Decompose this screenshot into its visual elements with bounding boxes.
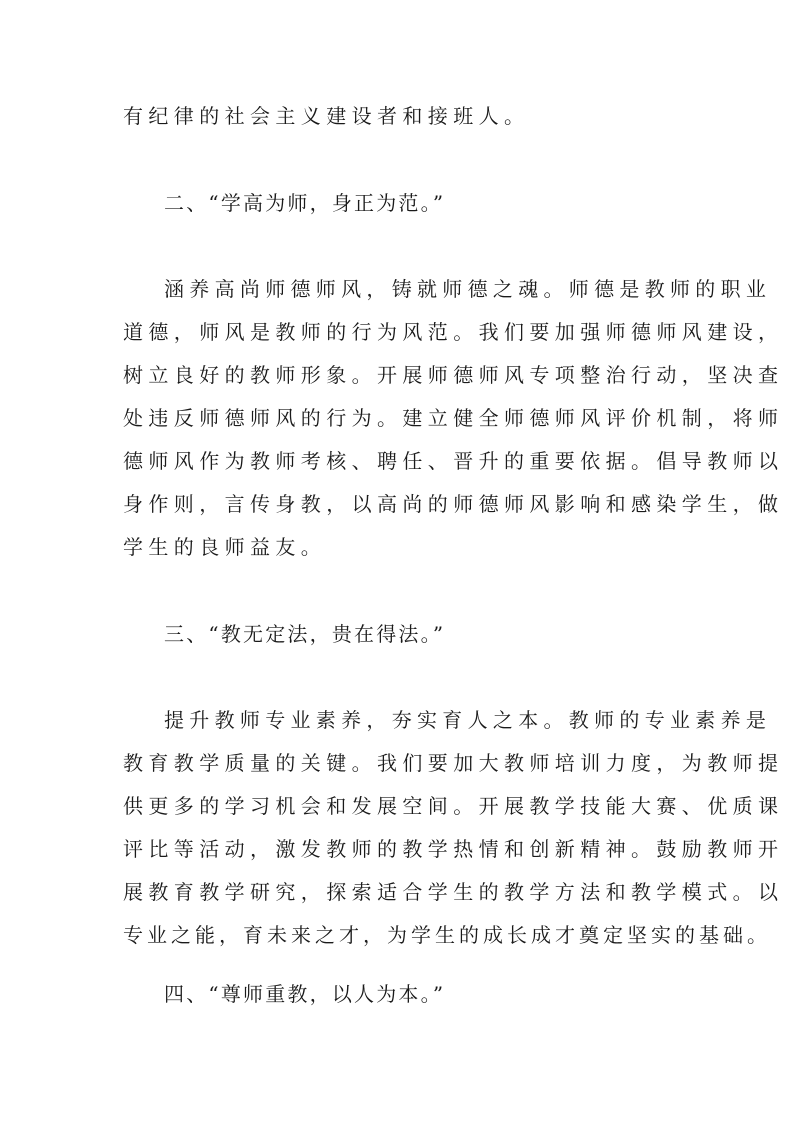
paragraph-line: 处违反师德师风的行为。建立健全师德师风评价机制，将师 <box>123 406 784 430</box>
paragraph-line: 教育教学质量的关键。我们要加大教师培训力度，为教师提 <box>123 751 784 775</box>
paragraph-line: 提升教师专业素养，夯实育人之本。教师的专业素养是 <box>164 708 772 732</box>
paragraph-line: 学生的良师益友。 <box>123 535 327 559</box>
paragraph-line: 评比等活动，激发教师的教学热情和创新精神。鼓励教师开 <box>123 837 784 861</box>
paragraph-line: 道德，师风是教师的行为风范。我们要加强师德师风建设， <box>123 320 784 344</box>
paragraph-line: 涵养高尚师德师风，铸就师德之魂。师德是教师的职业 <box>164 277 772 301</box>
section-heading-4: 四、“尊师重教，以人为本。” <box>164 982 446 1006</box>
section-heading-3: 三、“教无定法，贵在得法。” <box>164 622 446 646</box>
paragraph-line: 专业之能，育未来之才，为学生的成长成才奠定坚实的基础。 <box>123 923 771 947</box>
paragraph-line: 德师风作为教师考核、聘任、晋升的重要依据。倡导教师以 <box>123 449 784 473</box>
paragraph-line: 树立良好的教师形象。开展师德师风专项整治行动，坚决查 <box>123 363 784 387</box>
paragraph-line: 身作则，言传身教，以高尚的师德师风影响和感染学生，做 <box>123 492 784 516</box>
paragraph-line: 展教育教学研究，探索适合学生的教学方法和教学模式。以 <box>123 880 784 904</box>
intro-line: 有纪律的社会主义建设者和接班人。 <box>123 104 530 128</box>
paragraph-line: 供更多的学习机会和发展空间。开展教学技能大赛、优质课 <box>123 794 784 818</box>
section-heading-2: 二、“学高为师，身正为范。” <box>164 191 446 215</box>
